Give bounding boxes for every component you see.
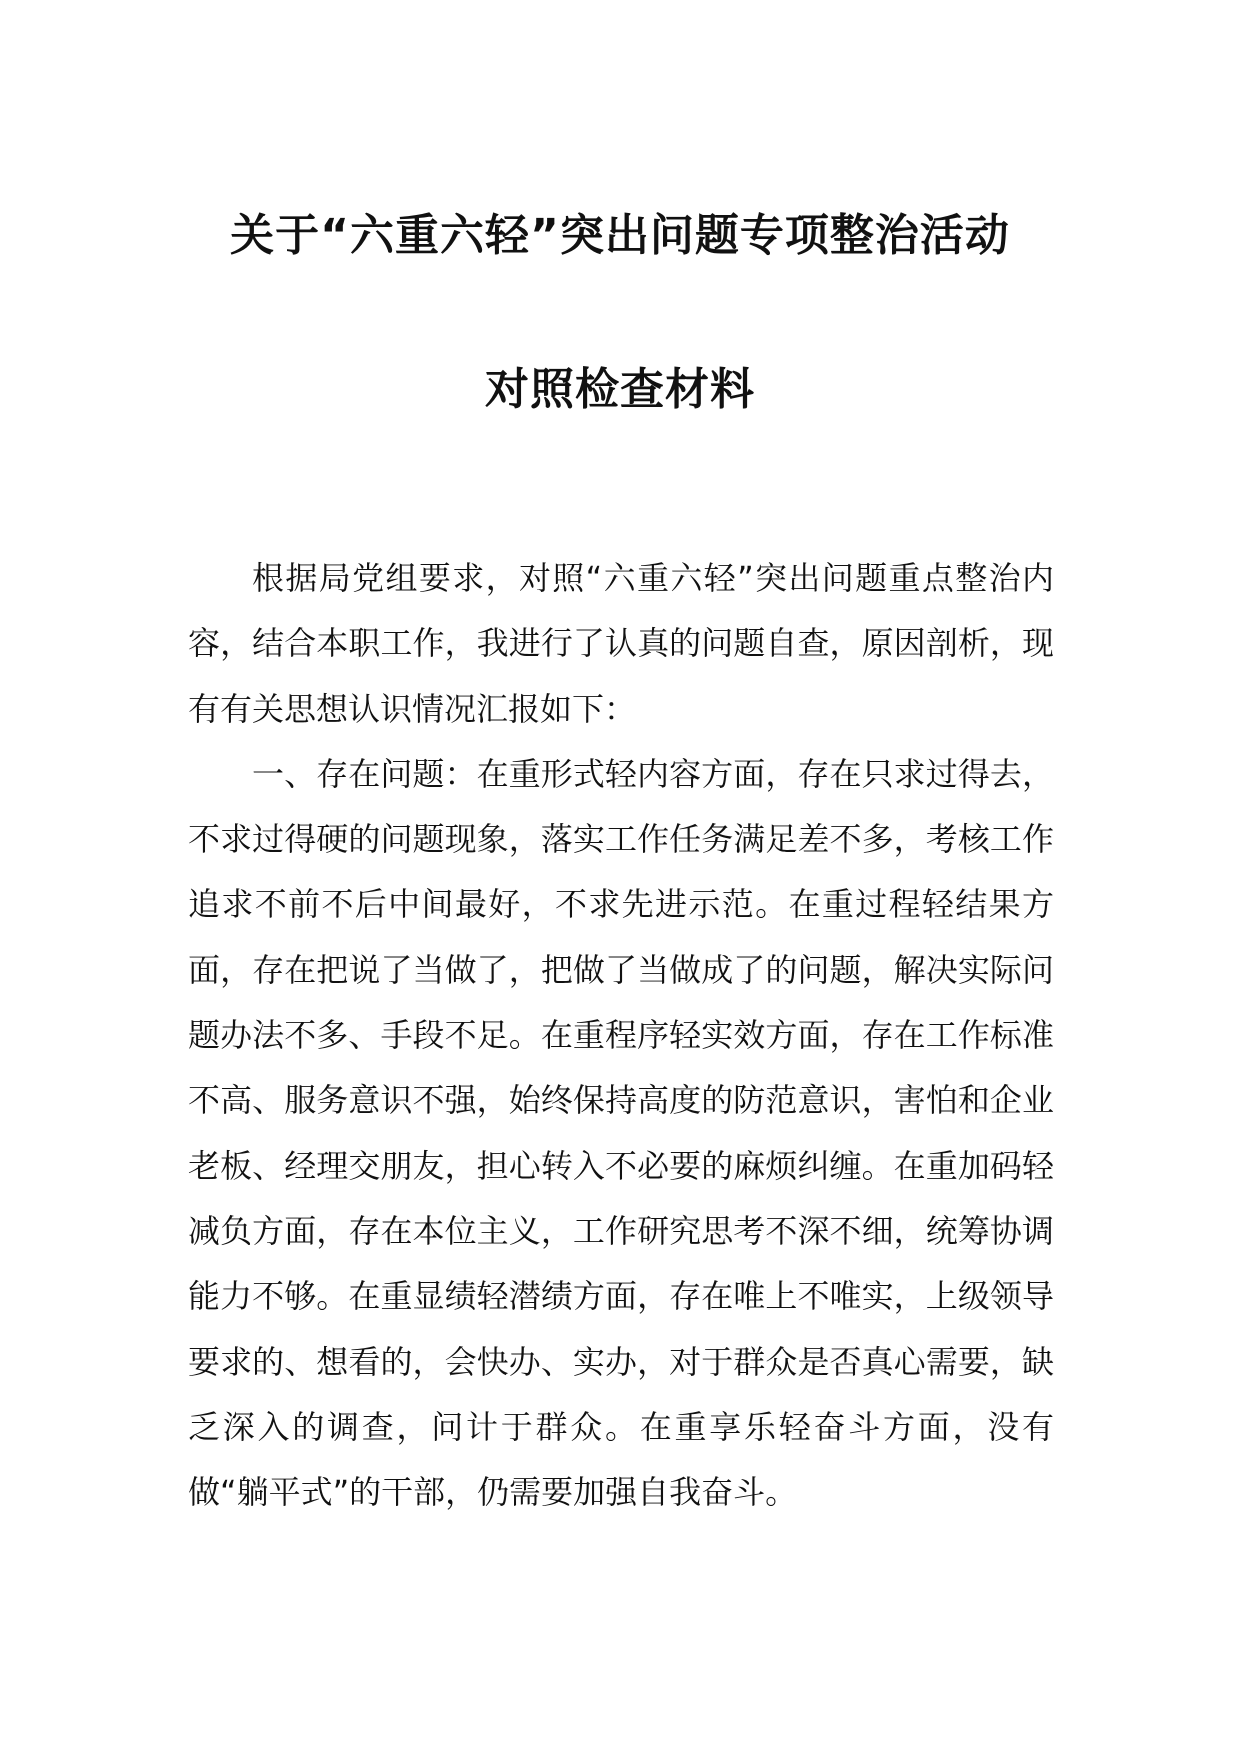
document-title-line-2: 对照检查材料 [485, 364, 755, 415]
paragraph-problems: 一、存在问题：在重形式轻内容方面，存在只求过得去，不求过得硬的问题现象，落实工作任务满足差不多，考核工作追求不前不后中间最好，不求先进示范。在重过程轻结果方面，存在把说了当做了，把做了当做成了的问题，解决实际问题办法不多、手段不足。在重程序轻实效方面，存在工作标准不高、服务意识不强，始终保持高度的防范意识，害怕和企业老板、经理交朋友，担心转入不必要的麻烦纠缠。在重加码轻减负方面，存在本位主义，工作研究思考不深不细，统筹协调能力不够。在重显绩轻潜绩方面，存在唯上不唯实，上级领导要求的、想看的，会快办、实办，对于群众是否真心需要，缺乏深入的调查，问计于群众。在重享乐轻奋斗方面，没有做“躺平式”的干部，仍需要加强自我奋斗。 [188, 754, 1054, 1512]
document-title-line-1: 关于“六重六轻”突出问题专项整治活动 [230, 210, 1010, 261]
paragraph-intro: 根据局党组要求，对照“六重六轻”突出问题重点整治内容，结合本职工作，我进行了认真的问题自查，原因剖析，现有有关思想认识情况汇报如下： [188, 559, 1054, 728]
document-body [188, 546, 1054, 1525]
